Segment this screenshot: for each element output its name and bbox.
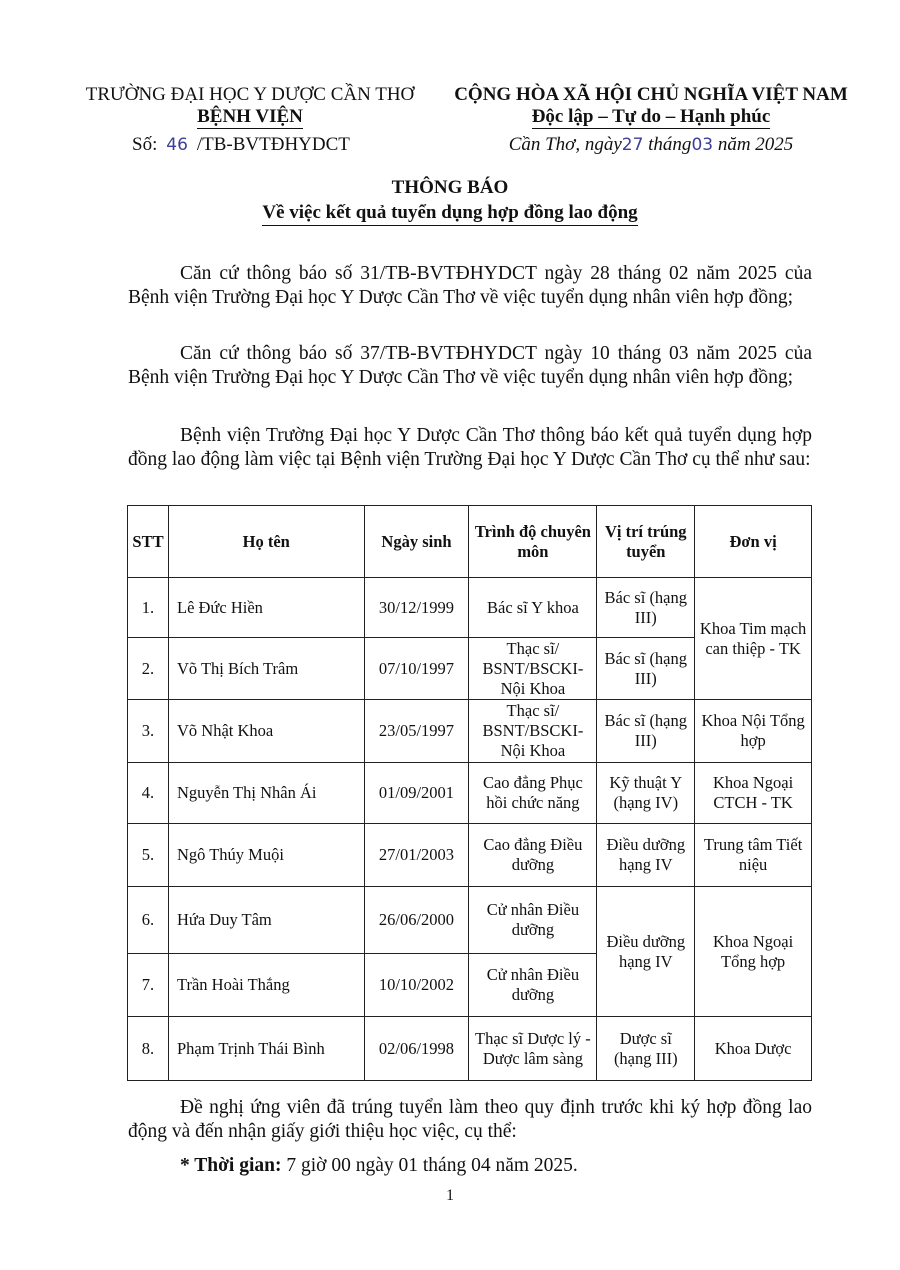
cell-qualification: Thạc sĩ Dược lý - Dược lâm sàng [469,1017,597,1081]
cell-stt: 4. [128,763,169,824]
cell-stt: 7. [128,954,169,1017]
doc-no-suffix: /TB-BVTĐHYDCT [196,134,350,155]
cell-unit: Trung tâm Tiết niệu [695,824,812,887]
cell-name: Hứa Duy Tâm [168,887,364,954]
table-row [128,763,812,824]
document-subtitle: Về việc kết quả tuyển dụng hợp đồng lao động [262,202,637,226]
cell-position: Dược sĩ (hạng III) [597,1017,695,1081]
time-value: 7 giờ 00 ngày 01 tháng 04 năm 2025. [281,1155,578,1176]
cell-dob: 10/10/2002 [364,954,469,1017]
time-line [128,1154,812,1178]
document-subtitle-wrap [0,202,900,224]
cell-stt: 1. [128,578,169,638]
cell-unit-merged: Khoa Ngoại Tổng hợp [695,887,812,1017]
table-row [128,578,812,638]
cell-qualification: Thạc sĩ/ BSNT/BSCKI-Nội Khoa [469,700,597,763]
cell-qualification: Cử nhân Điều dưỡng [469,887,597,954]
table-row [128,700,812,763]
cell-qualification: Cử nhân Điều dưỡng [469,954,597,1017]
org-unit [60,106,440,128]
cell-dob: 30/12/1999 [364,578,469,638]
time-label: * Thời gian: [180,1155,282,1176]
cell-name: Võ Nhật Khoa [168,700,364,763]
nation-motto-wrap [436,106,866,128]
document-title: THÔNG BÁO [391,177,509,198]
cell-unit-merged: Khoa Tim mạch can thiệp - TK [695,578,812,700]
header-qualification: Trình độ chuyên môn [469,506,597,578]
doc-no-handwritten: 46 [166,135,188,155]
cell-name: Ngô Thúy Muội [168,824,364,887]
cell-qualification: Cao đẳng Phục hồi chức năng [469,763,597,824]
cell-dob: 26/06/2000 [364,887,469,954]
document-number [132,134,350,156]
cell-position: Bác sĩ (hạng III) [597,578,695,638]
cell-qualification: Bác sĩ Y khoa [469,578,597,638]
org-name: TRƯỜNG ĐẠI HỌC Y DƯỢC CẦN THƠ [85,84,415,105]
cell-position: Bác sĩ (hạng III) [597,638,695,700]
header-stt: STT [128,506,169,578]
table-row [128,1017,812,1081]
paragraph-basis-1: Căn cứ thông báo số 31/TB-BVTĐHYDCT ngày 28 tháng 02 năm 2025 của Bệnh viện Trường Đại học Y Dược Cần Thơ về việc tuyển dụng nhân viên hợp đồng; [128,263,812,308]
cell-stt: 2. [128,638,169,700]
table-row [128,824,812,887]
date-month-handwritten: 03 [691,135,714,155]
nation-title: CỘNG HÒA XÃ HỘI CHỦ NGHĨA VIỆT NAM [454,84,848,105]
date-day-handwritten: 27 [621,135,644,155]
cell-name: Võ Thị Bích Trâm [168,638,364,700]
page-number: 1 [446,1187,454,1204]
cell-dob: 02/06/1998 [364,1017,469,1081]
table-row [128,887,812,954]
cell-dob: 07/10/1997 [364,638,469,700]
date-line [436,134,866,156]
nation-motto: Độc lập – Tự do – Hạnh phúc [531,106,771,127]
header-position: Vị trí trúng tuyển [597,506,695,578]
cell-qualification: Cao đẳng Điều dưỡng [469,824,597,887]
org-unit-text: BỆNH VIỆN [197,106,303,127]
doc-no-prefix: Số: [132,134,158,155]
cell-name: Phạm Trịnh Thái Bình [168,1017,364,1081]
cell-dob: 27/01/2003 [364,824,469,887]
results-table [127,505,812,1081]
cell-position: Điều dưỡng hạng IV [597,824,695,887]
cell-dob: 01/09/2001 [364,763,469,824]
table-header-row [128,506,812,578]
cell-position: Kỹ thuật Y (hạng IV) [597,763,695,824]
header-dob: Ngày sinh [364,506,469,578]
paragraph-instructions: Đề nghị ứng viên đã trúng tuyển làm theo quy định trước khi ký hợp đồng lao động và đến nhận giấy giới thiệu học việc, cụ thể: [128,1097,812,1142]
cell-unit: Khoa Nội Tổng hợp [695,700,812,763]
date-month-label: tháng [648,134,692,155]
cell-name: Trần Hoài Thắng [168,954,364,1017]
date-place: Cần Thơ, ngày [508,134,622,155]
cell-qualification: Thạc sĩ/ BSNT/BSCKI-Nội Khoa [469,638,597,700]
cell-unit: Khoa Dược [695,1017,812,1081]
cell-stt: 5. [128,824,169,887]
cell-stt: 3. [128,700,169,763]
cell-name: Lê Đức Hiền [168,578,364,638]
cell-stt: 8. [128,1017,169,1081]
cell-unit: Khoa Ngoại CTCH - TK [695,763,812,824]
paragraph-announcement: Bệnh viện Trường Đại học Y Dược Cần Thơ thông báo kết quả tuyển dụng hợp đồng lao động làm việc tại Bệnh viện Trường Đại học Y Dược Cần Thơ cụ thể như sau: [128,425,812,470]
header-unit: Đơn vị [695,506,812,578]
cell-dob: 23/05/1997 [364,700,469,763]
cell-position: Bác sĩ (hạng III) [597,700,695,763]
cell-stt: 6. [128,887,169,954]
date-year: năm 2025 [717,134,794,155]
paragraph-basis-2: Căn cứ thông báo số 37/TB-BVTĐHYDCT ngày 10 tháng 03 năm 2025 của Bệnh viện Trường Đại học Y Dược Cần Thơ về việc tuyển dụng nhân viên hợp đồng; [128,343,812,388]
header-name: Họ tên [168,506,364,578]
cell-name: Nguyễn Thị Nhân Ái [168,763,364,824]
cell-position-merged: Điều dưỡng hạng IV [597,887,695,1017]
